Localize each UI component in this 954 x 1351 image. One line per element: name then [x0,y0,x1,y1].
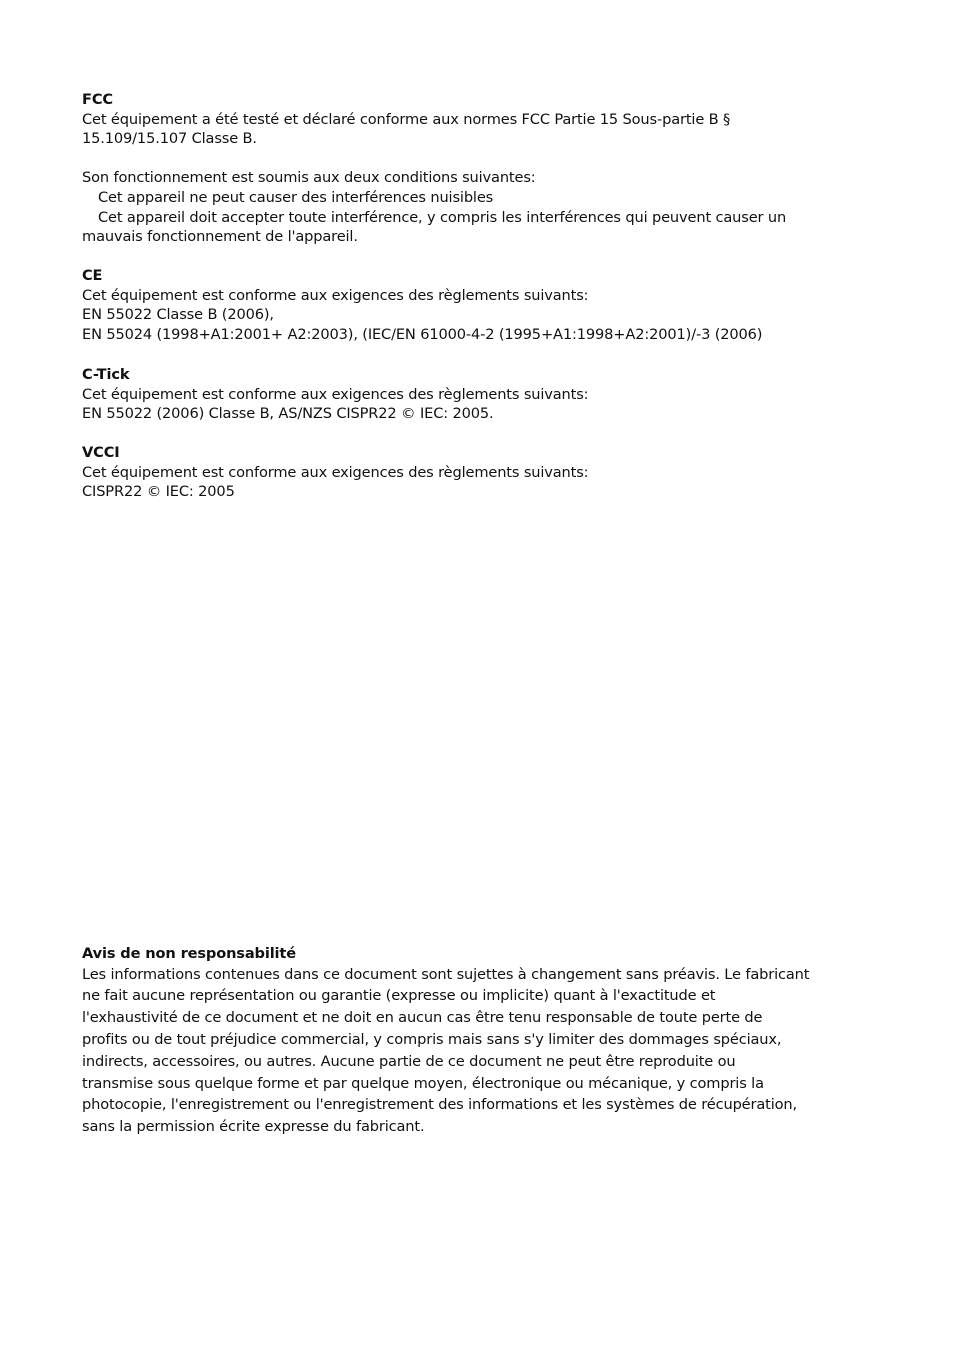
fcc-text-line: Cet équipement a été testé et déclaré conforme aux normes FCC Partie 15 Sous-partie B § [82,110,731,128]
fcc-section [82,90,872,247]
ce-text-line: EN 55022 Classe B (2006), [82,306,274,324]
disclaimer-section [82,944,872,1138]
disclaimer-line: sans la permission écrite expresse du fabricant. [82,1118,425,1136]
fcc-heading: FCC [82,91,113,108]
fcc-condition-2: Cet appareil doit accepter toute interférence, y compris les interférences qui peuvent causer un [98,208,787,226]
disclaimer-line: transmise sous quelque forme et par quelque moyen, électronique ou mécanique, y compris la [82,1074,764,1092]
disclaimer-line: profits ou de tout préjudice commercial, y compris mais sans s'y limiter des dommages spéciaux, [82,1030,782,1048]
disclaimer-line: indirects, accessoires, ou autres. Aucune partie de ce document ne peut être reproduite ou [82,1052,736,1070]
ctick-heading: C-Tick [82,366,130,383]
ce-section [82,266,872,344]
fcc-text-line: 15.109/15.107 Classe B. [82,130,257,148]
ctick-text-line: EN 55022 (2006) Classe B, AS/NZS CISPR22 © IEC: 2005. [82,405,494,423]
ctick-section [82,365,872,424]
disclaimer-line: photocopie, l'enregistrement ou l'enregistrement des informations et les systèmes de récupération, [82,1096,797,1114]
ctick-text-line: Cet équipement est conforme aux exigences des règlements suivants: [82,385,589,403]
vcci-section [82,443,872,502]
vcci-text-line: Cet équipement est conforme aux exigences des règlements suivants: [82,463,589,481]
disclaimer-line: ne fait aucune représentation ou garantie (expresse ou implicite) quant à l'exactitude et [82,987,716,1005]
disclaimer-line: l'exhaustivité de ce document et ne doit en aucun cas être tenu responsable de toute perte de [82,1009,763,1027]
vcci-heading: VCCI [82,444,120,461]
fcc-condition-1: Cet appareil ne peut causer des interférences nuisibles [98,188,494,206]
vcci-text-line: CISPR22 © IEC: 2005 [82,483,235,501]
fcc-conditions-intro: Son fonctionnement est soumis aux deux conditions suivantes: [82,169,536,187]
disclaimer-line: Les informations contenues dans ce document sont sujettes à changement sans préavis. Le fabricant [82,965,810,983]
fcc-condition-2-continued: mauvais fonctionnement de l'appareil. [82,228,358,246]
disclaimer-heading: Avis de non responsabilité [82,945,296,962]
ce-heading: CE [82,267,103,284]
ce-text-line: EN 55024 (1998+A1:2001+ A2:2003), (IEC/EN 61000-4-2 (1995+A1:1998+A2:2001)/-3 (2006) [82,325,763,343]
ce-text-line: Cet équipement est conforme aux exigences des règlements suivants: [82,286,589,304]
spacer [82,149,872,169]
